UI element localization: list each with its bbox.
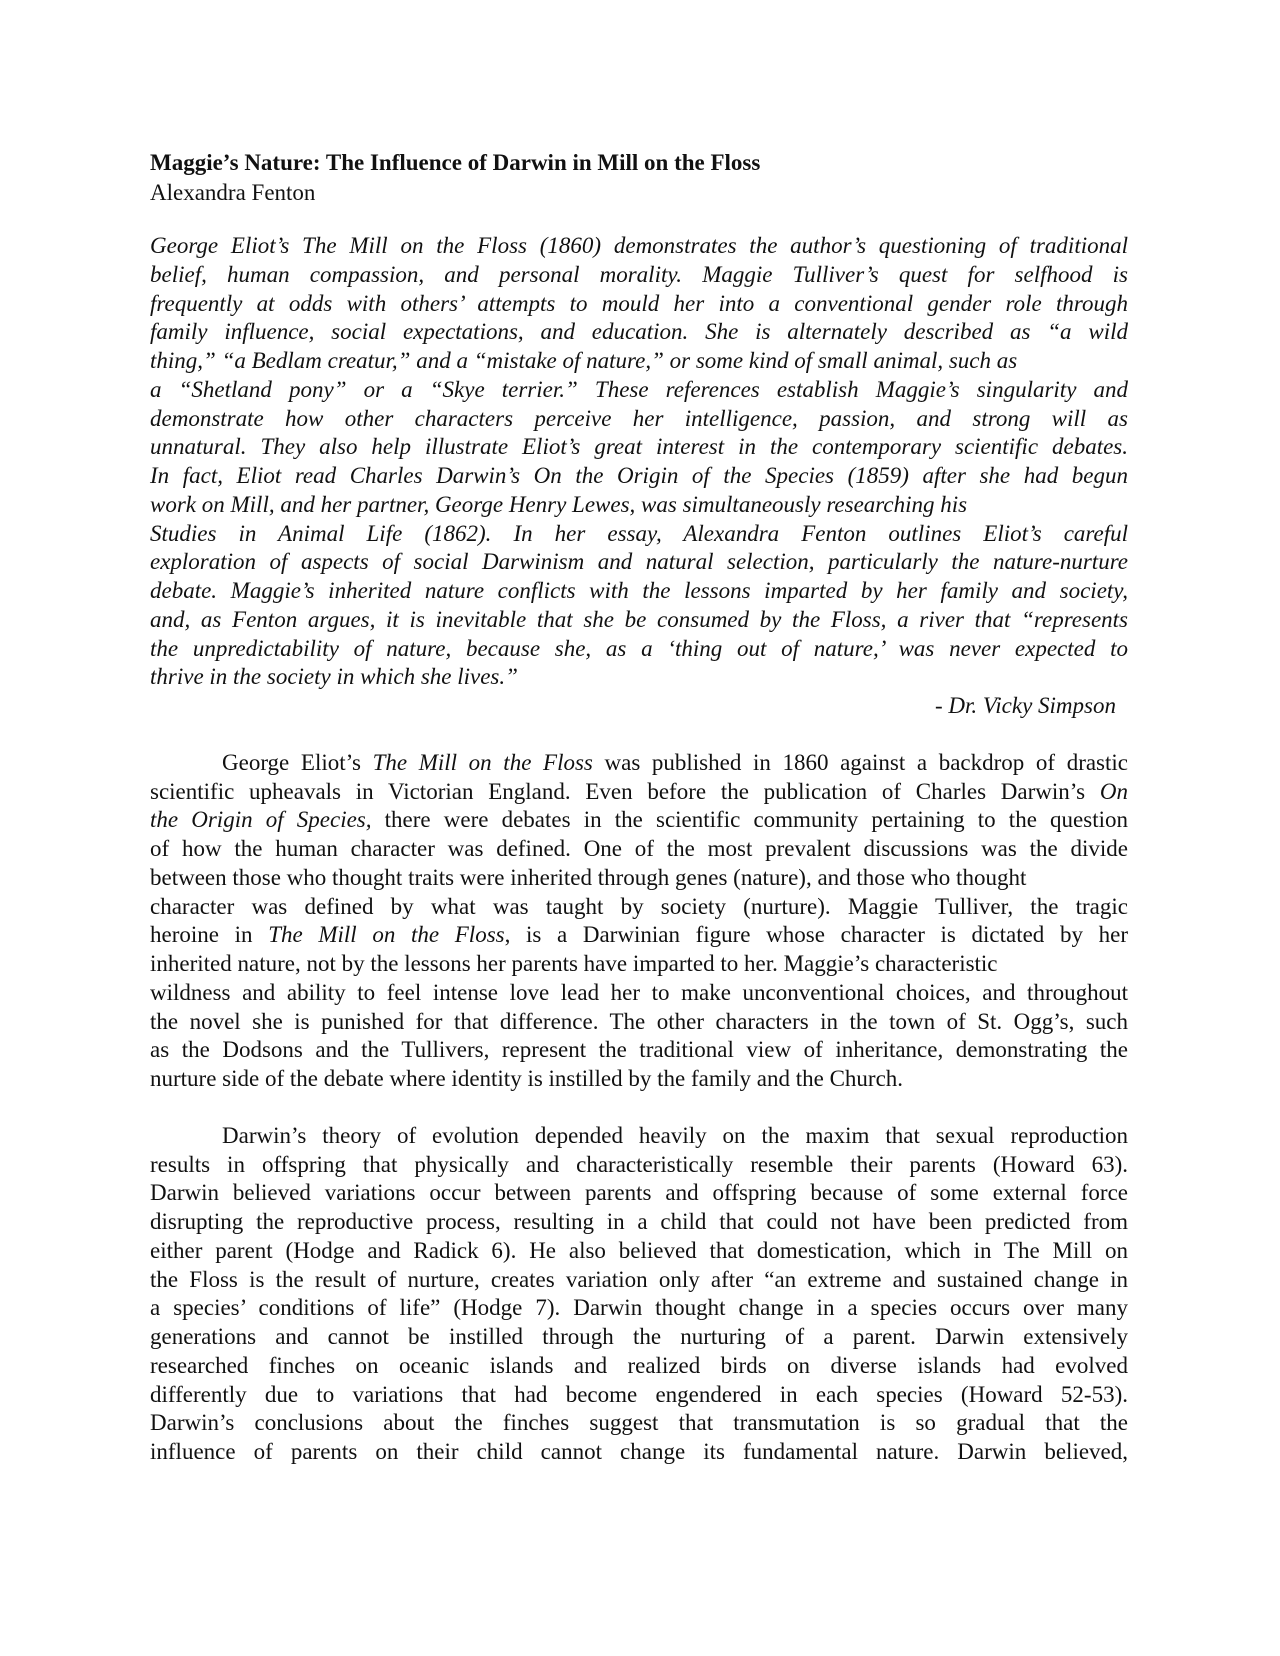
document-page — [150, 148, 1128, 1495]
paragraph-line: of how the human character was defined. One of the most prevalent discussions was the divide — [150, 836, 1128, 861]
paragraph-line: the Floss is the result of nurture, creates variation only after “an extreme and sustained change in — [150, 1266, 1128, 1292]
book-title: On — [1099, 778, 1128, 804]
book-title: The Mill on the Floss — [268, 922, 505, 948]
intro-line: frequently at odds with others’ attempts to mould her into a conventional gender role through — [150, 290, 1128, 316]
paragraph-line: the Origin of Species, there were debates in the scientific community pertaining to the question — [150, 807, 1128, 833]
paragraph-line: the novel she is punished for that difference. The other characters in the town of St. Ogg’s, such — [150, 1008, 1128, 1034]
paragraph-line: between those who thought traits were inherited through genes (nature), and those who thought — [150, 864, 1027, 890]
paragraph-line: inherited nature, not by the lessons her parents have imparted to her. Maggie’s characteristic — [150, 951, 998, 976]
paragraph-line: a species’ conditions of life” (Hodge 7). Darwin thought change in a species occurs over many — [150, 1295, 1128, 1321]
intro-line: thing,” “a Bedlam creatur,” and a “mistake of nature,” or some kind of small animal, such as — [150, 348, 1018, 373]
intro-line: Studies in Animal Life (1862). In her essay, Alexandra Fenton outlines Eliot’s careful — [150, 520, 1128, 546]
paragraph-line: nurture side of the debate where identity is instilled by the family and the Church. — [150, 1066, 904, 1091]
intro-line: the unpredictability of nature, because she, as a ‘thing out of nature,’ was never expected to — [150, 635, 1128, 661]
essay-author: Alexandra Fenton — [150, 180, 316, 205]
intro-line: unnatural. They also help illustrate Eliot’s great interest in the contemporary scientific debates. — [150, 434, 1128, 460]
paragraph-line: Darwin’s theory of evolution depended heavily on the maxim that sexual reproduction — [222, 1122, 1128, 1148]
intro-line: and, as Fenton argues, it is inevitable that she be consumed by the Floss, a river that “represents — [150, 606, 1128, 632]
intro-line: exploration of aspects of social Darwinism and natural selection, particularly the nature-nurture — [150, 549, 1128, 575]
paragraph-line: differently due to variations that had become engendered in each species (Howard 52-53). — [150, 1381, 1128, 1407]
paragraph-line: heroine in The Mill on the Floss, is a Darwinian figure whose character is dictated by her — [150, 922, 1128, 948]
paragraph-line: results in offspring that physically and characteristically resemble their parents (Howard 63). — [150, 1151, 1128, 1177]
body-paragraph-2 — [150, 1122, 1128, 1467]
paragraph-line: scientific upheavals in Victorian England. Even before the publication of Charles Darwin’s On — [150, 778, 1128, 804]
paragraph-line: influence of parents on their child cannot change its fundamental nature. Darwin believed, — [150, 1439, 1128, 1464]
book-title: The Mill on the Floss — [372, 749, 593, 775]
paragraph-line: George Eliot’s The Mill on the Floss was published in 1860 against a backdrop of drastic — [222, 749, 1128, 775]
intro-line: George Eliot’s The Mill on the Floss (1860) demonstrates the author’s questioning of traditional — [150, 233, 1128, 258]
body-paragraph-1 — [150, 749, 1128, 1094]
intro-line: In fact, Eliot read Charles Darwin’s On the Origin of the Species (1859) after she had begun — [150, 463, 1128, 488]
intro-line: belief, human compassion, and personal morality. Maggie Tulliver’s quest for selfhood is — [150, 261, 1128, 287]
paragraph-line: disrupting the reproductive process, resulting in a child that could not have been predicted from — [150, 1209, 1128, 1234]
paragraph-line: as the Dodsons and the Tullivers, represent the traditional view of inheritance, demonstrating the — [150, 1037, 1128, 1063]
paragraph-line: researched finches on oceanic islands and realized birds on diverse islands had evolved — [150, 1352, 1128, 1378]
intro-line: thrive in the society in which she lives.” — [150, 664, 518, 690]
intro-line: work on Mill, and her partner, George Henry Lewes, was simultaneously researching his — [150, 491, 968, 517]
paragraph-line: Darwin’s conclusions about the finches suggest that transmutation is so gradual that the — [150, 1410, 1128, 1436]
intro-signature: - Dr. Vicky Simpson — [935, 693, 1116, 718]
paragraph-line: generations and cannot be instilled through the nurturing of a parent. Darwin extensively — [150, 1324, 1128, 1349]
intro-line: demonstrate how other characters perceive her intelligence, passion, and strong will as — [150, 405, 1128, 431]
intro-line: a “Shetland pony” or a “Skye terrier.” These references establish Maggie’s singularity and — [150, 376, 1128, 402]
paragraph-line: either parent (Hodge and Radick 6). He also believed that domestication, which in The Mill on — [150, 1237, 1128, 1263]
intro-line: debate. Maggie’s inherited nature conflicts with the lessons imparted by her family and society, — [150, 578, 1128, 603]
paragraph-line: Darwin believed variations occur between parents and offspring because of some external force — [150, 1180, 1128, 1206]
essay-title: Maggie’s Nature: The Influence of Darwin in Mill on the Floss — [150, 150, 761, 175]
paragraph-line: wildness and ability to feel intense love lead her to make unconventional choices, and throughout — [150, 979, 1128, 1005]
editor-introduction — [150, 232, 1128, 692]
paragraph-line: character was defined by what was taught by society (nurture). Maggie Tulliver, the tragic — [150, 893, 1128, 919]
book-title: the Origin of Species, — [150, 807, 372, 833]
intro-line: family influence, social expectations, and education. She is alternately described as “a wild — [150, 319, 1128, 345]
